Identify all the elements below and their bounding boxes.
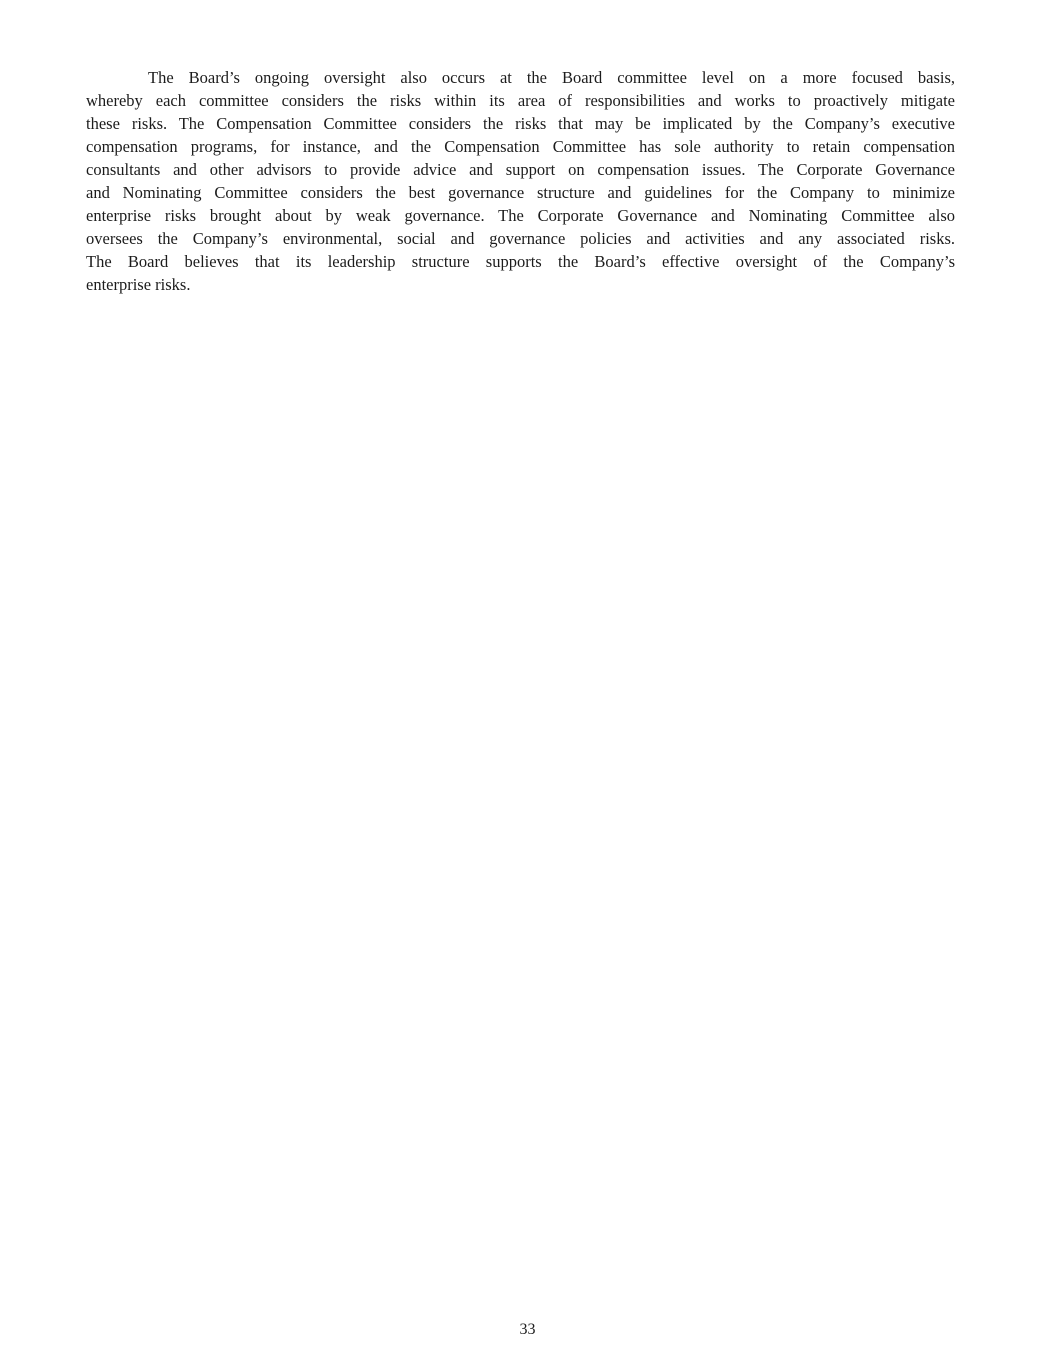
page-number: 33 [519,1321,536,1338]
paragraph-line: enterprise risks brought about by weak governance. The Corporate Governance and Nominating Committee also [86,206,955,225]
paragraph-line: The Board’s ongoing oversight also occurs at the Board committee level on a more focused basis, [148,68,955,87]
paragraph-line: whereby each committee considers the risks within its area of responsibilities and works to proactively mitigate [86,91,955,110]
paragraph-line: The Board believes that its leadership structure supports the Board’s effective oversight of the Company’s [86,252,955,271]
paragraph-line: consultants and other advisors to provide advice and support on compensation issues. The Corporate Governance [86,160,955,179]
paragraph-line: and Nominating Committee considers the best governance structure and guidelines for the Company to minimize [86,183,955,202]
paragraph-line: these risks. The Compensation Committee considers the risks that may be implicated by the Company’s executive [86,114,955,133]
paragraph-line: oversees the Company’s environmental, social and governance policies and activities and any associated risks. [86,229,955,248]
paragraph-line: compensation programs, for instance, and the Compensation Committee has sole authority to retain compensation [86,137,955,156]
body-paragraph [86,66,955,296]
paragraph-line: enterprise risks. [86,275,191,294]
